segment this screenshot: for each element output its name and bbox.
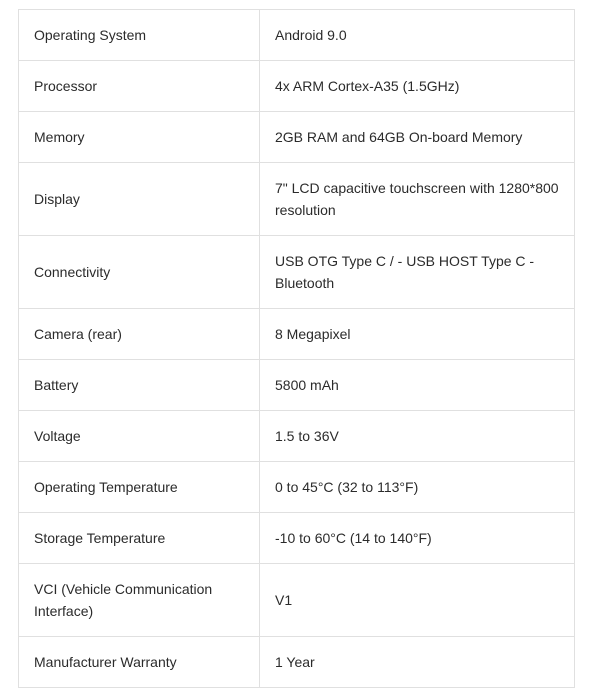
spec-value: 0 to 45°C (32 to 113°F) <box>260 462 575 513</box>
spec-value: 8 Megapixel <box>260 309 575 360</box>
spec-value: 5800 mAh <box>260 360 575 411</box>
specifications-table <box>18 9 575 688</box>
table-row <box>19 112 575 163</box>
spec-label: Display <box>19 163 260 236</box>
table-row <box>19 360 575 411</box>
table-row <box>19 637 575 688</box>
table-row <box>19 10 575 61</box>
spec-value: USB OTG Type C / - USB HOST Type C - Bluetooth <box>260 236 575 309</box>
spec-value: 4x ARM Cortex-A35 (1.5GHz) <box>260 61 575 112</box>
table-row <box>19 236 575 309</box>
spec-value: Android 9.0 <box>260 10 575 61</box>
spec-value: 1.5 to 36V <box>260 411 575 462</box>
spec-value: -10 to 60°C (14 to 140°F) <box>260 513 575 564</box>
spec-value: 1 Year <box>260 637 575 688</box>
spec-label: Processor <box>19 61 260 112</box>
table-row <box>19 61 575 112</box>
spec-label: Operating Temperature <box>19 462 260 513</box>
spec-label: Battery <box>19 360 260 411</box>
table-row <box>19 462 575 513</box>
spec-label: Camera (rear) <box>19 309 260 360</box>
spec-label: Manufacturer Warranty <box>19 637 260 688</box>
spec-label: Voltage <box>19 411 260 462</box>
table-row <box>19 411 575 462</box>
table-row <box>19 513 575 564</box>
spec-label: Memory <box>19 112 260 163</box>
spec-label: Connectivity <box>19 236 260 309</box>
spec-value: 2GB RAM and 64GB On-board Memory <box>260 112 575 163</box>
table-row <box>19 163 575 236</box>
spec-value: V1 <box>260 564 575 637</box>
spec-label: Operating System <box>19 10 260 61</box>
table-row <box>19 564 575 637</box>
spec-label: Storage Temperature <box>19 513 260 564</box>
spec-value: 7" LCD capacitive touchscreen with 1280*800 resolution <box>260 163 575 236</box>
spec-label: VCI (Vehicle Communication Interface) <box>19 564 260 637</box>
table-row <box>19 309 575 360</box>
